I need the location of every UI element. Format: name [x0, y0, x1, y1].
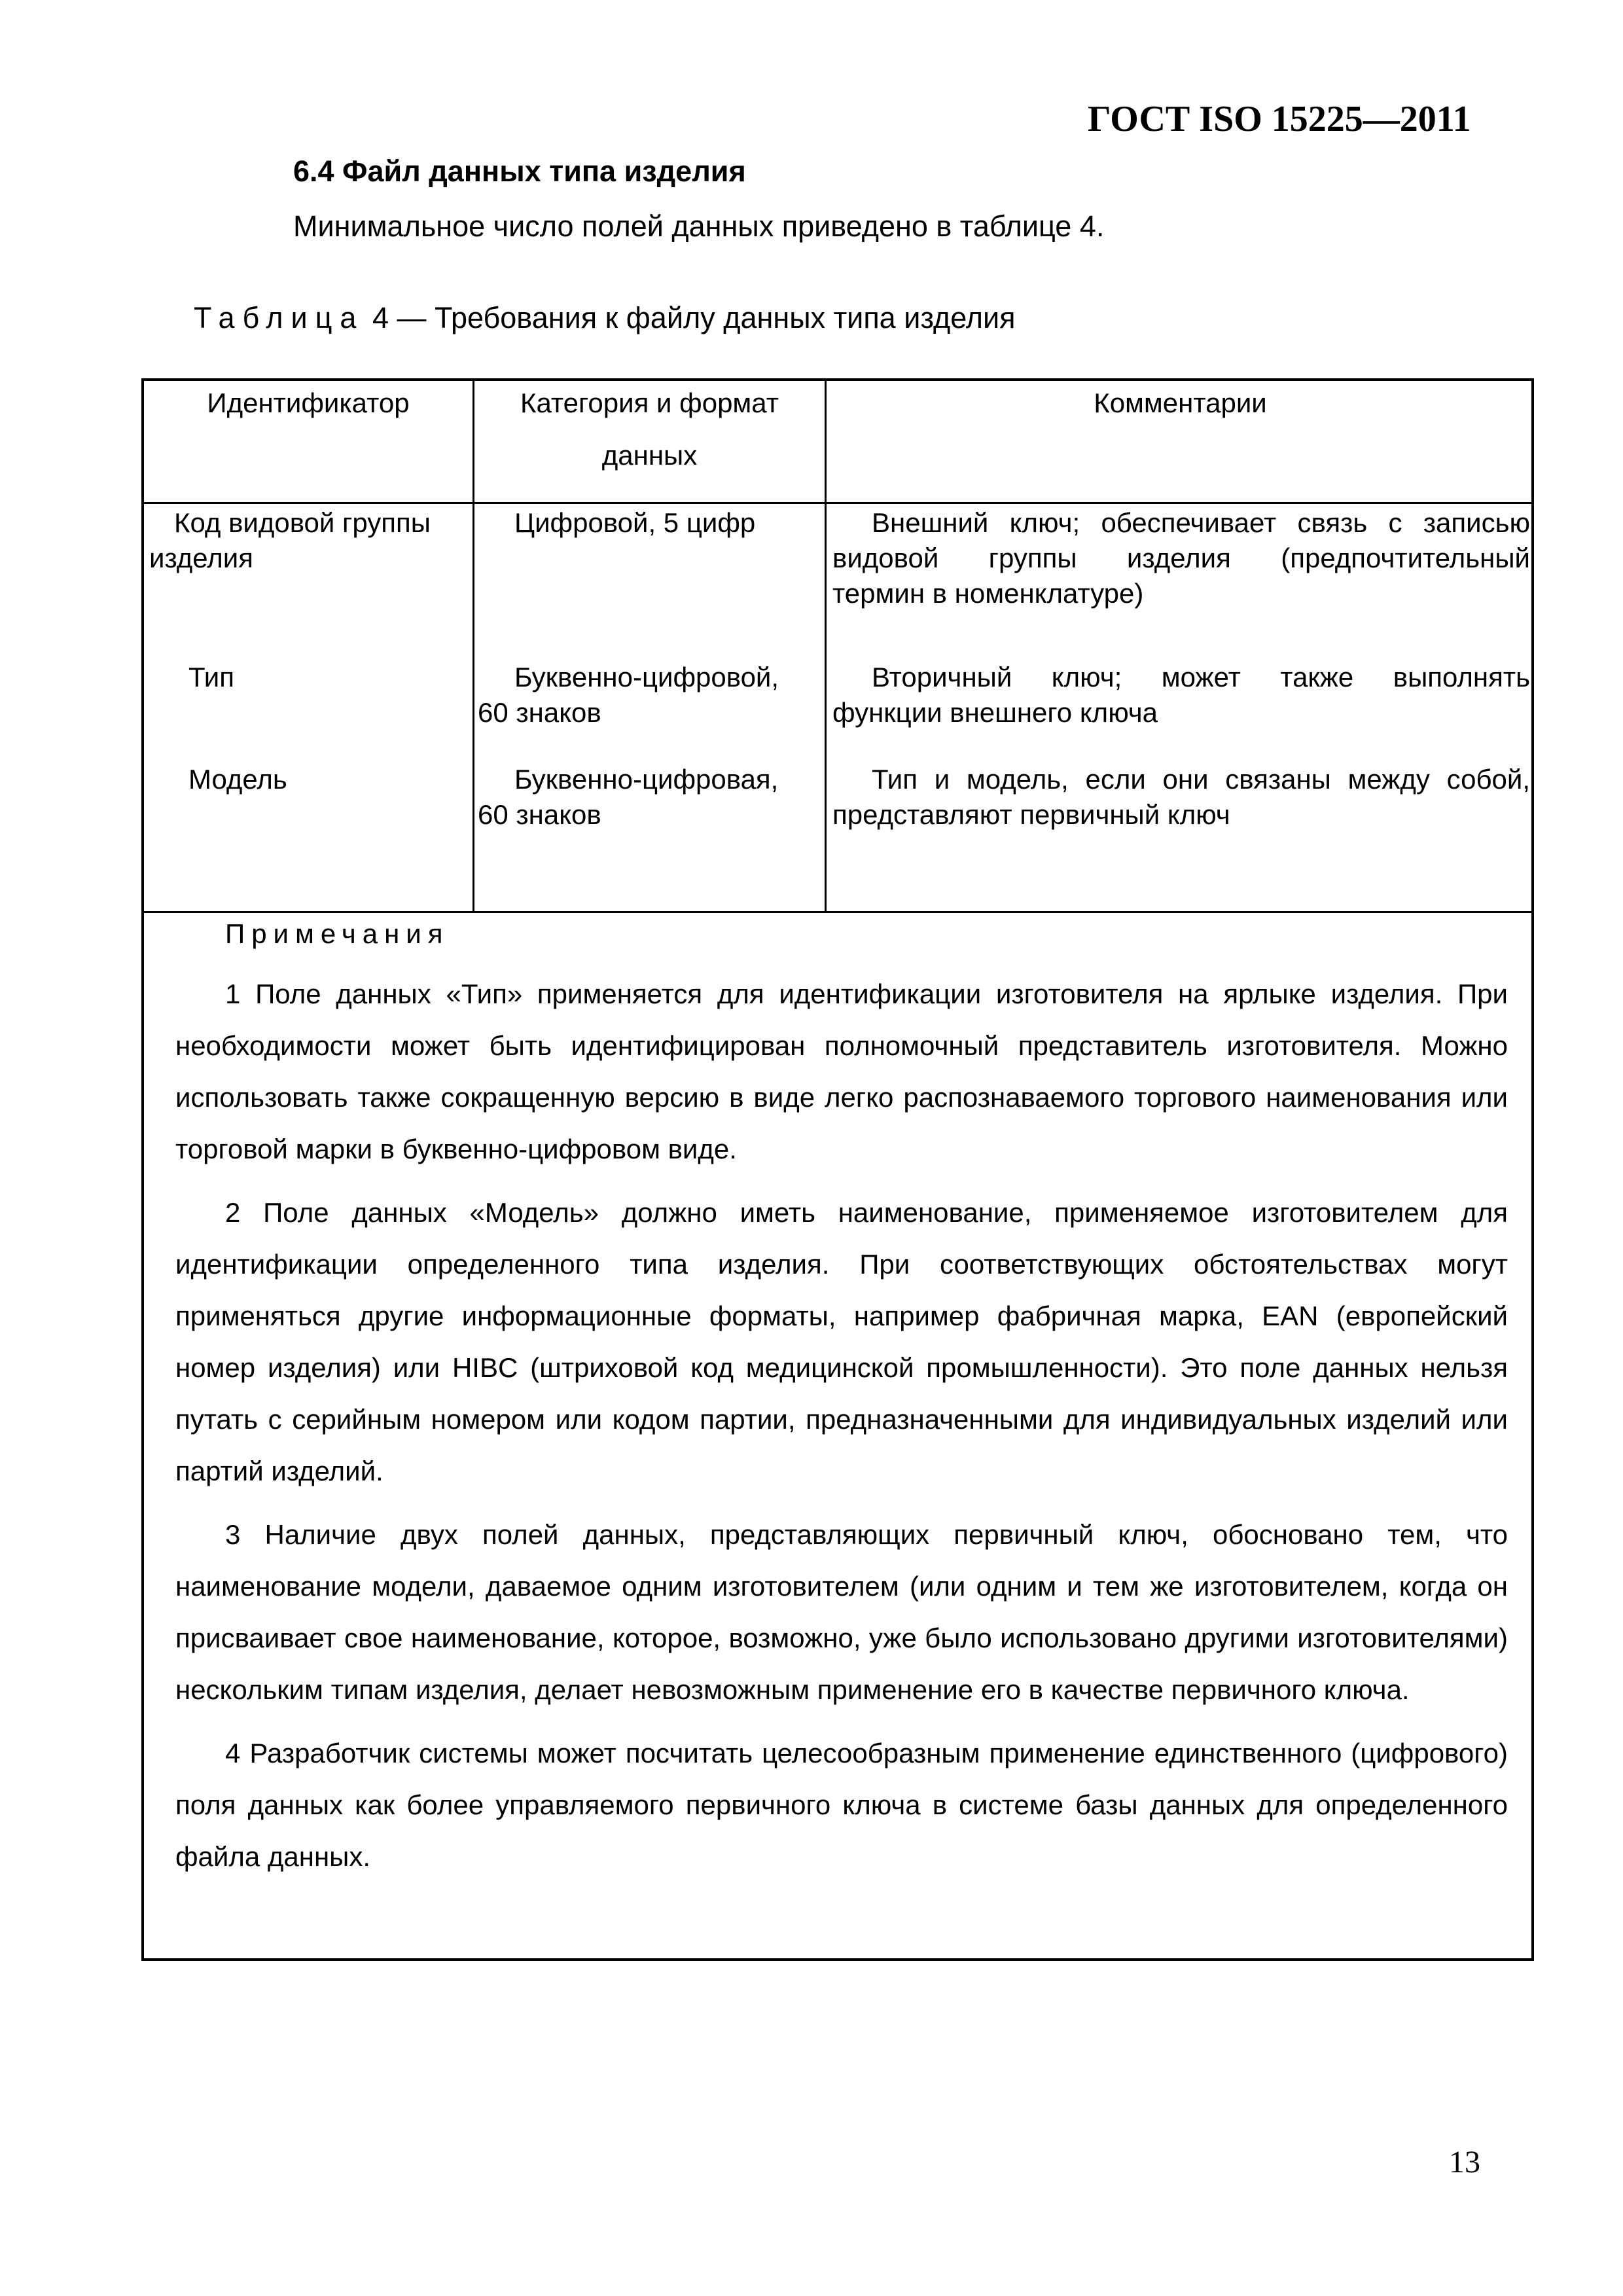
table-caption-word: Таблица [194, 301, 365, 334]
table-notes [175, 914, 1508, 1882]
header-divider [144, 502, 1531, 504]
notes-divider [144, 911, 1531, 913]
row3-comment-line2: представляют первичный ключ [832, 799, 1230, 830]
row1-comment-line3: термин в номенклатуре) [832, 578, 1144, 609]
table-caption-title: 4 — Требования к файлу данных типа изделия [372, 301, 1016, 334]
header-identifier: Идентификатор [207, 387, 410, 418]
row2-format-line2: 60 знаков [478, 697, 601, 728]
requirements-table [141, 378, 1534, 1961]
note-4: 4 Разработчик системы может посчитать целесообразным применение единственного (цифрового) поля данных как более управляемого первичного ключа в системе базы данных для определенного файла данных. [175, 1738, 1508, 1872]
table-caption [194, 301, 1016, 335]
row3-identifier: Модель [188, 764, 287, 795]
note-1: 1 Поле данных «Тип» применяется для идентификации изготовителя на ярлыке изделия. При необходимости может быть идентифицирован полномочный представитель изготовителя. Можно использовать также сокращенную версию в виде легко распознаваемого торгового наименования или торговой марки в буквенно-цифровом виде. [175, 978, 1508, 1164]
header-comments: Комментарии [1094, 387, 1267, 418]
section-heading: 6.4 Файл данных типа изделия [293, 154, 746, 188]
row2-identifier: Тип [188, 662, 235, 692]
row2-format: Буквенно-цифровой, [514, 662, 779, 692]
header-format: Категория и формат [520, 387, 779, 418]
note-2: 2 Поле данных «Модель» должно иметь наименование, применяемое изготовителем для идентификации определенного типа изделия. При соответствующих обстоятельствах могут применяться другие информационные форматы, например фабричная марка, EAN (европейский номер изделия) или HIBC (штриховой код медицинской промышленности). Это поле данных нельзя путать с серийным номером или кодом партии, предназначенными для индивидуальных изделий или партий изделий. [175, 1197, 1508, 1486]
column-divider [825, 381, 827, 911]
row3-comment: Тип и модель, если они связаны между собой, [872, 764, 1530, 795]
row1-format: Цифровой, 5 цифр [514, 507, 756, 538]
notes-title: Примечания [225, 918, 450, 949]
note-3: 3 Наличие двух полей данных, представляющих первичный ключ, обосновано тем, что наименование модели, даваемое одним изготовителем (или одним и тем же изготовителем, когда он присваивает свое наименование, которое, возможно, уже было использовано другими изготовителями) нескольким типам изделия, делает невозможным применение его в качестве первичного ключа. [175, 1519, 1508, 1705]
header-format-line2: данных [601, 440, 698, 471]
row2-comment-line2: функции внешнего ключа [832, 697, 1158, 728]
row1-comment-line2: видовой группы изделия (предпочтительный [832, 543, 1530, 573]
page-number: 13 [1449, 2145, 1480, 2179]
intro-text: Минимальное число полей данных приведено в таблице 4. [293, 209, 1105, 243]
row3-format-line2: 60 знаков [478, 799, 601, 830]
row1-comment: Внешний ключ; обеспечивает связь с записью [872, 507, 1530, 538]
row1-identifier-line2: изделия [149, 543, 253, 573]
row1-identifier: Код видовой группы [174, 507, 431, 538]
row2-comment: Вторичный ключ; может также выполнять [872, 662, 1530, 692]
document-id: ГОСТ ISO 15225—2011 [1088, 99, 1471, 139]
row3-format: Буквенно-цифровая, [514, 764, 779, 795]
